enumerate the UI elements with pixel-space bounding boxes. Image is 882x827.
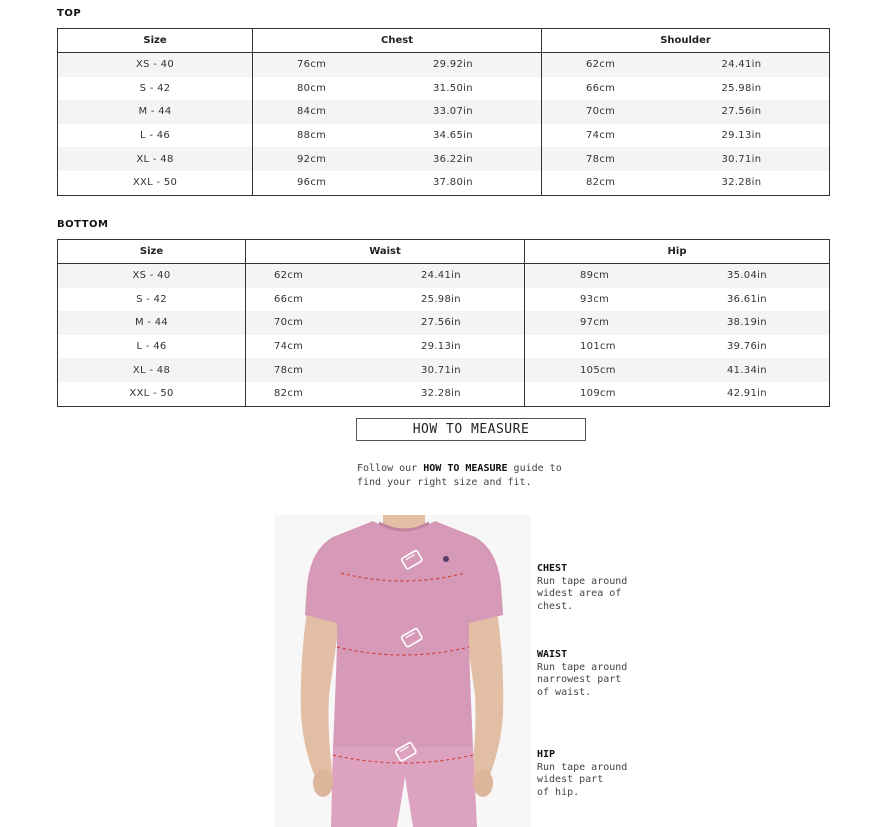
value-in: 36.22in	[433, 153, 473, 165]
group-b-cell	[542, 77, 829, 101]
group-a-cell	[246, 264, 525, 288]
model-figure	[275, 515, 531, 827]
value-in: 30.71in	[421, 364, 461, 376]
note-title: HIP	[537, 749, 556, 760]
header-waist: Waist	[246, 240, 525, 263]
group-b-cell	[525, 264, 829, 288]
group-a-cell	[246, 288, 525, 312]
table-header	[58, 29, 829, 53]
size-cell: XL - 48	[58, 147, 253, 171]
header-size: Size	[58, 240, 246, 263]
size-cell: S - 42	[58, 77, 253, 101]
value-cm: 109cm	[580, 388, 616, 400]
value-in: 31.50in	[433, 82, 473, 94]
group-a-cell	[253, 100, 542, 124]
bottom-section-title: BOTTOM	[57, 219, 109, 230]
header-hip: Hip	[667, 246, 687, 257]
table-row	[58, 358, 829, 382]
table-row	[58, 77, 829, 101]
size-cell: L - 46	[58, 124, 253, 148]
value-cm: 70cm	[586, 106, 616, 118]
size-cell: M - 44	[58, 100, 253, 124]
value-in: 36.61in	[727, 293, 767, 305]
value-cm: 88cm	[297, 130, 327, 142]
value-in: 35.04in	[727, 270, 767, 282]
note-waist	[537, 649, 627, 699]
group-a-cell	[253, 77, 542, 101]
value-in: 27.56in	[721, 106, 762, 118]
value-in: 38.19in	[727, 317, 767, 329]
bottom-size-table	[57, 239, 830, 407]
header-size: Size	[58, 29, 253, 52]
top-size-table	[57, 28, 830, 196]
group-a-cell	[246, 311, 525, 335]
brand-logo-icon	[443, 556, 449, 562]
intro-bold: HOW TO MEASURE	[423, 463, 508, 474]
group-b-cell	[525, 382, 829, 406]
note-line: widest area of	[537, 588, 622, 599]
value-cm: 78cm	[586, 153, 616, 165]
value-cm: 82cm	[586, 177, 616, 189]
value-in: 41.34in	[727, 364, 767, 376]
note-line: Run tape around	[537, 761, 628, 773]
note-line: Run tape around	[537, 575, 628, 587]
group-b-cell	[542, 147, 829, 171]
note-line: of waist.	[537, 686, 592, 698]
how-to-intro	[357, 462, 562, 490]
header-chest: Chest	[253, 29, 542, 52]
group-a-cell	[253, 124, 542, 148]
value-cm: 96cm	[297, 177, 327, 189]
group-b-cell	[525, 335, 829, 359]
value-cm: 66cm	[274, 293, 304, 305]
value-cm: 74cm	[586, 130, 616, 142]
value-in: 32.28in	[721, 177, 762, 189]
value-in: 37.80in	[433, 177, 473, 189]
note-title: WAIST	[537, 649, 568, 660]
value-in: 25.98in	[421, 293, 461, 305]
value-cm: 93cm	[580, 293, 610, 305]
value-cm: 78cm	[274, 364, 304, 376]
value-in: 30.71in	[721, 153, 762, 165]
header-shoulder: Shoulder	[660, 35, 711, 46]
intro-pre: Follow our	[357, 463, 424, 474]
group-b-cell	[525, 288, 829, 312]
size-cell: L - 46	[58, 335, 246, 359]
value-cm: 97cm	[580, 317, 610, 329]
size-cell: XS - 40	[58, 53, 253, 77]
value-in: 29.13in	[421, 341, 461, 353]
value-in: 24.41in	[721, 59, 762, 71]
value-cm: 82cm	[274, 388, 304, 400]
table-row	[58, 124, 829, 148]
value-cm: 80cm	[297, 82, 327, 94]
value-in: 25.98in	[721, 82, 762, 94]
size-cell: XS - 40	[58, 264, 246, 288]
group-b-cell	[542, 53, 829, 77]
value-cm: 70cm	[274, 317, 304, 329]
value-in: 29.92in	[433, 59, 473, 71]
value-in: 29.13in	[721, 130, 762, 142]
group-b-cell	[542, 171, 829, 195]
table-row	[58, 311, 829, 335]
group-b-cell	[525, 311, 829, 335]
value-in: 27.56in	[421, 317, 461, 329]
group-a-cell	[253, 147, 542, 171]
value-in: 33.07in	[433, 106, 473, 118]
value-cm: 62cm	[586, 59, 616, 71]
value-cm: 74cm	[274, 341, 304, 353]
note-hip	[537, 749, 627, 799]
group-a-cell	[246, 382, 525, 406]
value-in: 32.28in	[421, 388, 461, 400]
value-cm: 89cm	[580, 270, 610, 282]
note-title: CHEST	[537, 563, 568, 574]
value-cm: 92cm	[297, 153, 327, 165]
table-row	[58, 264, 829, 288]
top-section-title: TOP	[57, 8, 82, 19]
size-cell: XXL - 50	[58, 171, 253, 195]
note-line: chest.	[537, 600, 574, 612]
group-a-cell	[246, 358, 525, 382]
table-row	[58, 382, 829, 406]
group-a-cell	[253, 53, 542, 77]
note-line: widest part	[537, 774, 604, 785]
intro-line2: find your right size and fit.	[357, 477, 532, 488]
table-row	[58, 171, 829, 195]
intro-post: guide to	[507, 463, 562, 474]
value-cm: 105cm	[580, 364, 616, 376]
group-a-cell	[253, 171, 542, 195]
value-cm: 84cm	[297, 106, 327, 118]
value-in: 34.65in	[433, 130, 473, 142]
note-line: narrowest part	[537, 674, 622, 685]
group-b-cell	[525, 358, 829, 382]
table-row	[58, 100, 829, 124]
group-b-cell	[542, 124, 829, 148]
note-chest	[537, 563, 627, 613]
value-cm: 101cm	[580, 341, 616, 353]
table-header	[58, 240, 829, 264]
size-cell: S - 42	[58, 288, 246, 312]
value-in: 42.91in	[727, 388, 767, 400]
table-row	[58, 288, 829, 312]
value-in: 24.41in	[421, 270, 461, 282]
value-cm: 76cm	[297, 59, 327, 71]
group-b-cell	[542, 100, 829, 124]
value-cm: 62cm	[274, 270, 304, 282]
note-line: Run tape around	[537, 661, 628, 673]
table-row	[58, 147, 829, 171]
value-cm: 66cm	[586, 82, 616, 94]
size-cell: XXL - 50	[58, 382, 246, 406]
value-in: 39.76in	[727, 341, 767, 353]
how-to-measure-button[interactable]: HOW TO MEASURE	[356, 418, 586, 441]
size-cell: XL - 48	[58, 358, 246, 382]
note-line: of hip.	[537, 786, 580, 798]
size-cell: M - 44	[58, 311, 246, 335]
table-row	[58, 335, 829, 359]
group-a-cell	[246, 335, 525, 359]
table-row	[58, 53, 829, 77]
